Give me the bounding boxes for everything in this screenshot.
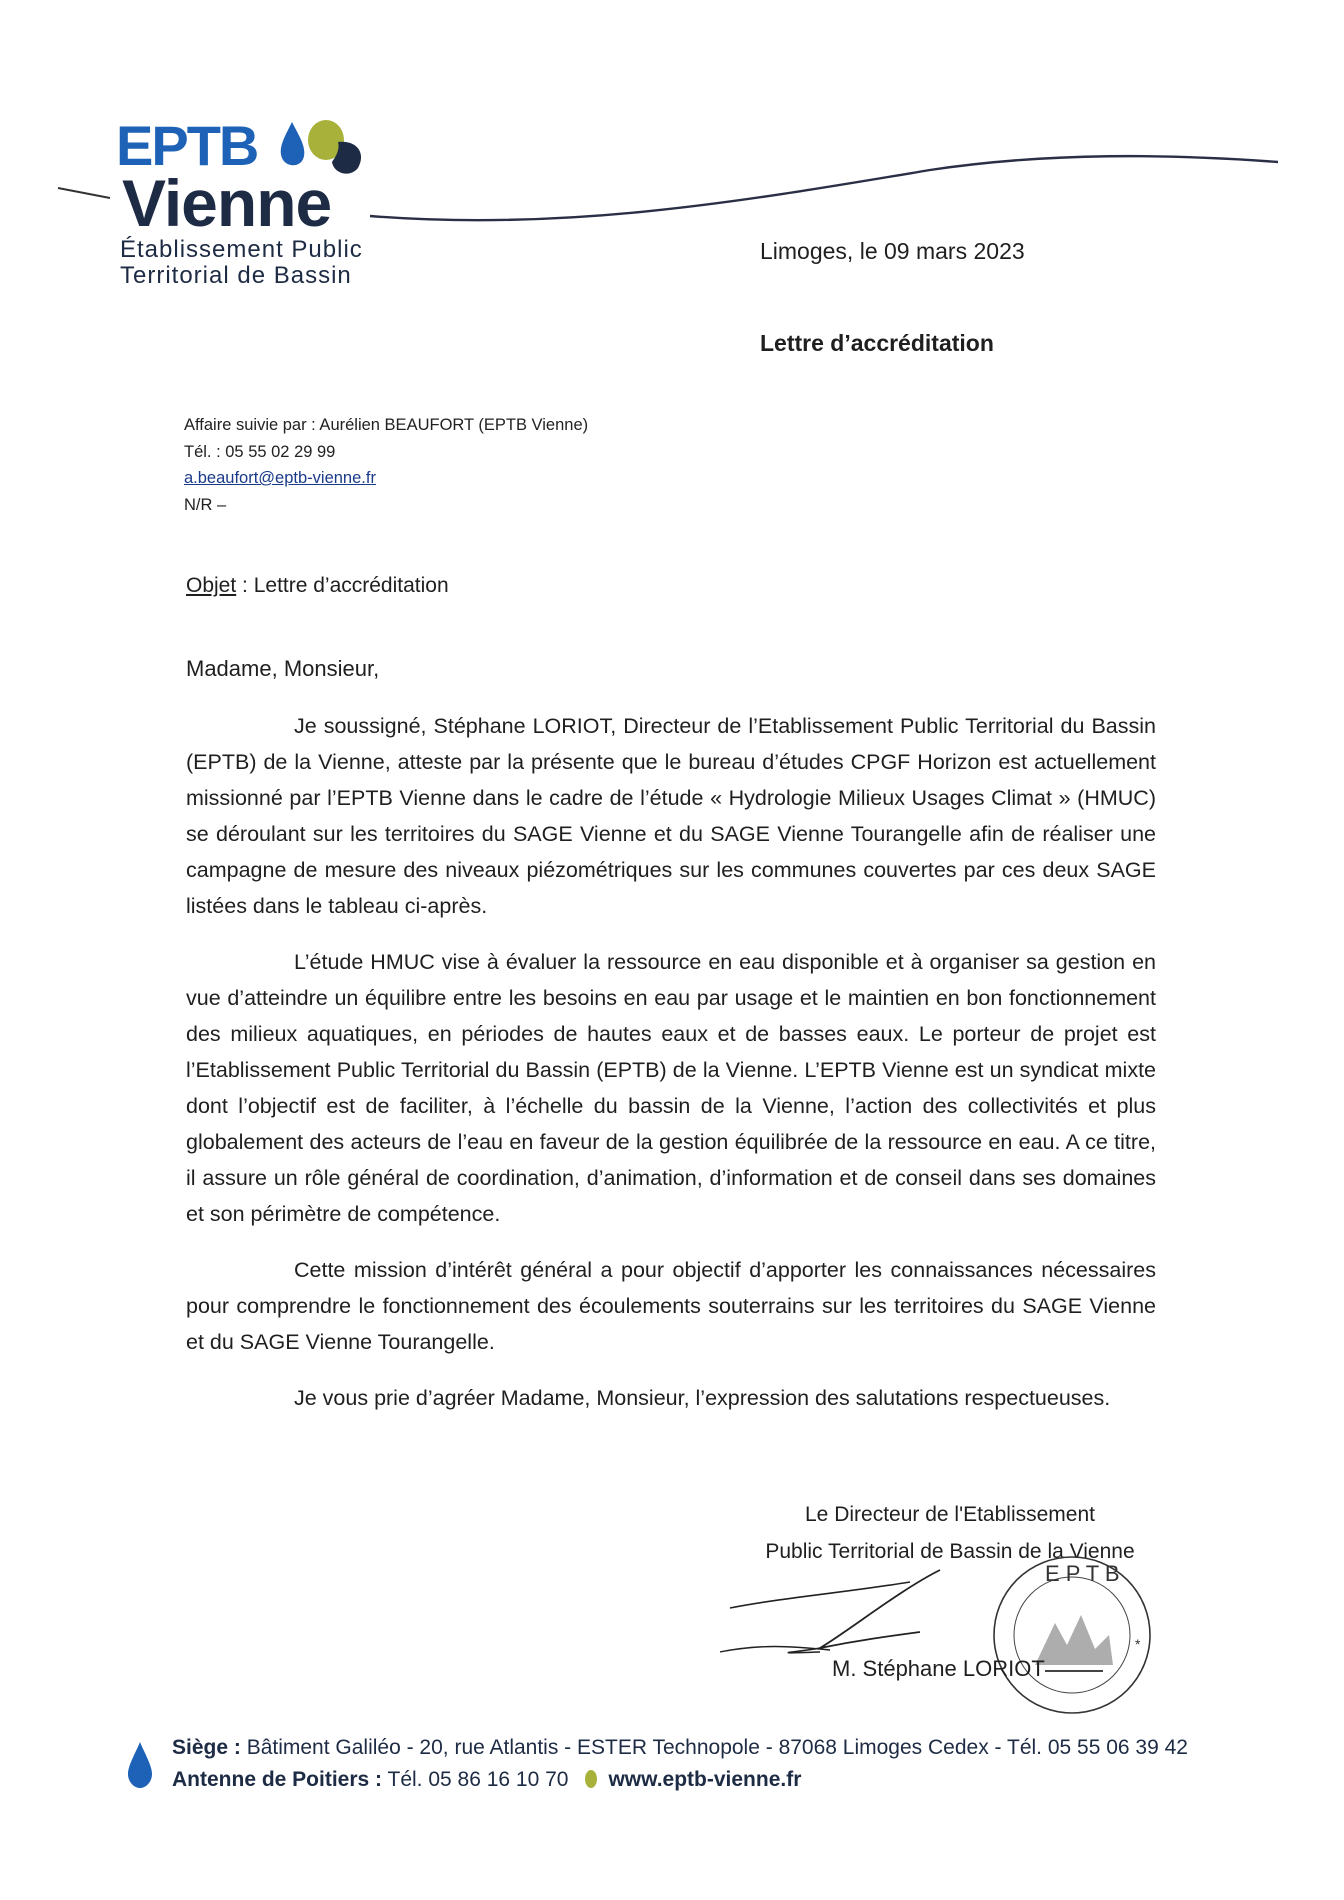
logo-subtitle-line2: Territorial de Bassin	[120, 262, 352, 289]
subject-line	[186, 574, 449, 598]
header-swoosh-line	[50, 140, 1290, 250]
footer-hq-label: Siège :	[172, 1736, 241, 1759]
footer-antenna-text: Tél. 05 86 16 10 70	[382, 1768, 569, 1791]
followed-by-line: Affaire suivie par : Aurélien BEAUFORT (EPTB Vienne)	[184, 416, 589, 434]
subject-label: Objet	[186, 574, 237, 597]
signatory-title-line1: Le Directeur de l'Etablissement	[805, 1503, 1095, 1526]
svg-text:*: *	[1135, 1636, 1141, 1652]
footer-antenna-label: Antenne de Poitiers :	[172, 1768, 383, 1791]
paragraph-2: L’étude HMUC vise à évaluer la ressource en eau disponible et à organiser sa gestion en vue d’atteindre un équilibre entre les besoins en eau par usage et le maintien en bon fonctionnement des milieux aquatiques, en périodes de hautes eaux et de basses eaux. Le porteur de projet est l’Etablissement Public Territorial du Bassin (EPTB) de la Vienne. L’EPTB Vienne est un syndicat mixte dont l’objectif est de faciliter, à l’échelle du bassin de la Vienne, l’action des collectivités et plus globalement des acteurs de l’eau en faveur de la gestion équilibrée de la ressource en eau. A ce titre, il assure un rôle général de coordination, d’animation, d’information et de conseil dans ses domaines et son périmètre de compétence.	[186, 950, 1156, 1226]
paragraph-3: Cette mission d’intérêt général a pour objectif d’apporter les connaissances nécessaires pour comprendre le fonctionnement des écoulements souterrains sur les territoires du SAGE Vienne et du SAGE Vienne Tourangelle.	[186, 1258, 1156, 1354]
logo-subtitle-line1: Établissement Public	[120, 236, 363, 263]
footer-antenna	[172, 1768, 801, 1792]
reference-line: N/R –	[184, 496, 227, 514]
closing-formula: Je vous prie d’agréer Madame, Monsieur, l’expression des salutations respectueuses.	[294, 1386, 1111, 1410]
footer-hq-text: Bâtiment Galiléo - 20, rue Atlantis - ESTER Technopole - 87068 Limoges Cedex - Tél. 05 55 06 39 42	[240, 1736, 1188, 1759]
signatory-title-line2: Public Territorial de Bassin de la Vienne	[765, 1540, 1135, 1563]
footer-headquarters	[172, 1736, 1188, 1760]
svg-text:E P T B: E P T B	[1045, 1561, 1120, 1586]
email-link[interactable]: a.beaufort@eptb-vienne.fr	[184, 469, 376, 487]
logo-vienne-text: Vienne	[122, 166, 332, 240]
official-stamp	[985, 1545, 1160, 1720]
salutation: Madame, Monsieur,	[186, 656, 380, 681]
subject-text: : Lettre d’accréditation	[236, 574, 449, 597]
email-line[interactable]	[184, 469, 376, 488]
paragraph-1: Je soussigné, Stéphane LORIOT, Directeur de l’Etablissement Public Territorial du Bassin (EPTB) de la Vienne, atteste par la présente que le bureau d’études CPGF Horizon est actuellement missionné par l’EPTB Vienne dans le cadre de l’étude « Hydrologie Milieux Usages Climat » (HMUC) se déroulant sur les territoires du SAGE Vienne et du SAGE Vienne Tourangelle afin de réaliser une campagne de mesure des niveaux piézométriques sur les communes couvertes par ces deux SAGE listées dans le tableau ci-après.	[186, 714, 1156, 918]
letter-date: Limoges, le 09 mars 2023	[760, 238, 1025, 264]
logo-eptb-text: EPTB	[116, 114, 258, 177]
letter-title: Lettre d’accréditation	[760, 330, 994, 356]
leaf-icon	[584, 1769, 598, 1789]
signatory-name: M. Stéphane LORIOT	[832, 1656, 1045, 1681]
water-drop-icon	[124, 1740, 156, 1790]
footer-website[interactable]: www.eptb-vienne.fr	[608, 1768, 802, 1791]
handwritten-signature	[720, 1540, 1020, 1670]
phone-line: Tél. : 05 55 02 29 99	[184, 443, 336, 461]
